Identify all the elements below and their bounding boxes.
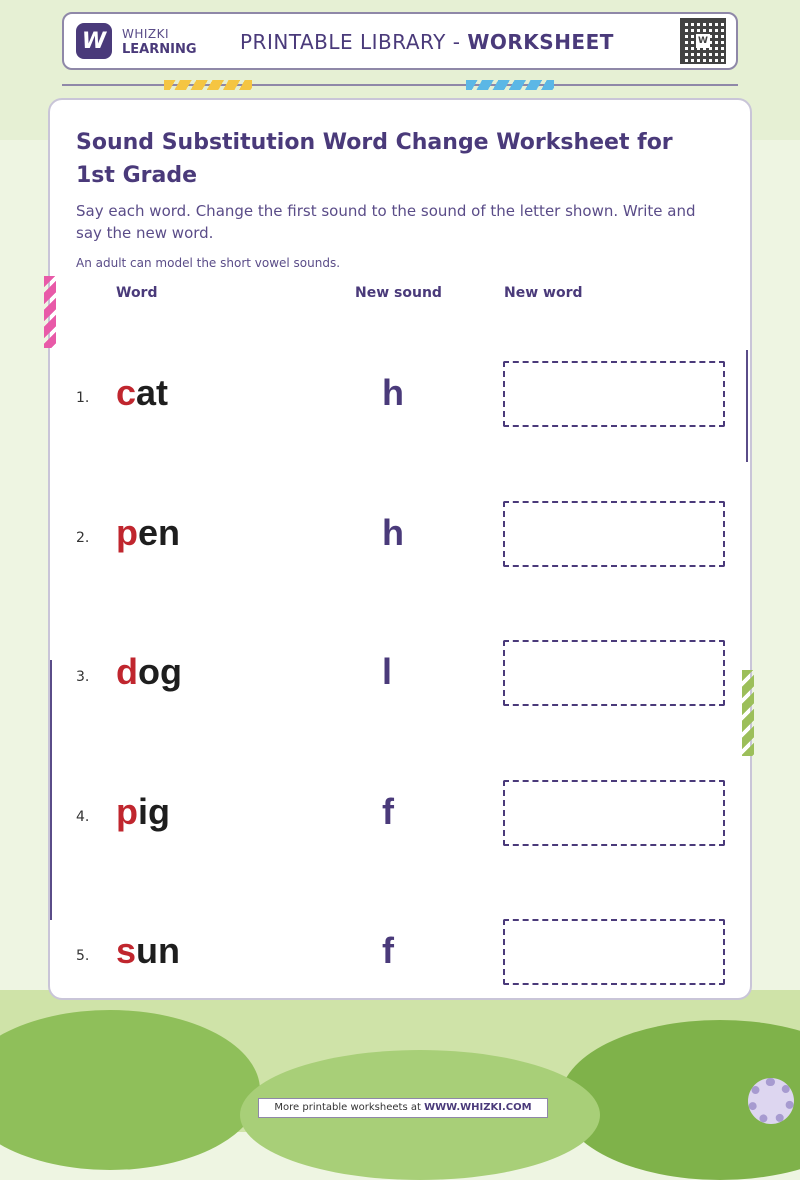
column-header-new-word: New word — [504, 285, 583, 301]
row-word — [116, 512, 180, 554]
word-first-letter: d — [116, 651, 138, 692]
footer-link[interactable]: WWW.WHIZKI.COM — [424, 1102, 532, 1113]
logo-line1: WHIZKI — [122, 27, 170, 41]
word-rest: ig — [138, 791, 170, 832]
logo-line2: LEARNING — [122, 42, 197, 57]
row-number: 3. — [76, 669, 90, 685]
row-number: 5. — [76, 948, 90, 964]
header-title — [240, 30, 614, 54]
row-new-sound: h — [382, 372, 404, 413]
word-first-letter: s — [116, 930, 137, 971]
word-rest: en — [138, 512, 181, 553]
gear-icon — [748, 1078, 794, 1124]
logo-text — [122, 26, 197, 58]
worksheet-title: Sound Substitution Word Change Worksheet for 1st Grade — [76, 130, 673, 188]
row-number: 4. — [76, 809, 90, 825]
word-first-letter: p — [116, 791, 138, 832]
qr-center-label: W — [696, 34, 710, 48]
answer-box[interactable] — [503, 501, 725, 567]
worksheet-row — [0, 504, 800, 574]
header-title-prefix: PRINTABLE LIBRARY - — [240, 30, 468, 54]
yellow-stripes-decoration — [164, 80, 252, 90]
row-word — [116, 930, 180, 972]
whizki-logo-icon[interactable]: W — [76, 23, 112, 59]
answer-box[interactable] — [503, 780, 725, 846]
answer-box[interactable] — [503, 640, 725, 706]
answer-box[interactable] — [503, 919, 725, 985]
column-header-new-sound: New sound — [355, 285, 442, 301]
worksheet-row — [0, 643, 800, 713]
page-header — [62, 12, 738, 70]
row-new-sound: f — [382, 791, 394, 832]
word-rest: og — [138, 651, 182, 692]
worksheet-row — [0, 783, 800, 853]
answer-box[interactable] — [503, 361, 725, 427]
row-new-sound: l — [382, 651, 393, 692]
footer-banner — [258, 1098, 548, 1118]
header-title-bold: WORKSHEET — [467, 30, 614, 54]
row-word — [116, 651, 182, 693]
qr-code-icon[interactable] — [680, 18, 726, 64]
row-number: 1. — [76, 390, 90, 406]
column-header-word: Word — [116, 285, 158, 301]
pink-stripes-decoration — [44, 276, 56, 348]
worksheet-row — [0, 922, 800, 992]
row-number: 2. — [76, 530, 90, 546]
word-first-letter: c — [116, 372, 137, 413]
worksheet-instructions: Say each word. Change the first sound to the sound of the letter shown. Write and say the new word. — [76, 202, 696, 242]
worksheet-note: An adult can model the short vowel sounds. — [76, 256, 341, 270]
row-new-sound: f — [382, 930, 394, 971]
word-first-letter: p — [116, 512, 138, 553]
row-new-sound: h — [382, 512, 404, 553]
row-word — [116, 791, 170, 833]
blue-stripes-decoration — [466, 80, 554, 90]
worksheet-row — [0, 364, 800, 434]
word-rest: at — [136, 372, 169, 413]
word-rest: un — [136, 930, 181, 971]
row-word — [116, 372, 168, 414]
footer-text: More printable worksheets at — [274, 1102, 425, 1113]
